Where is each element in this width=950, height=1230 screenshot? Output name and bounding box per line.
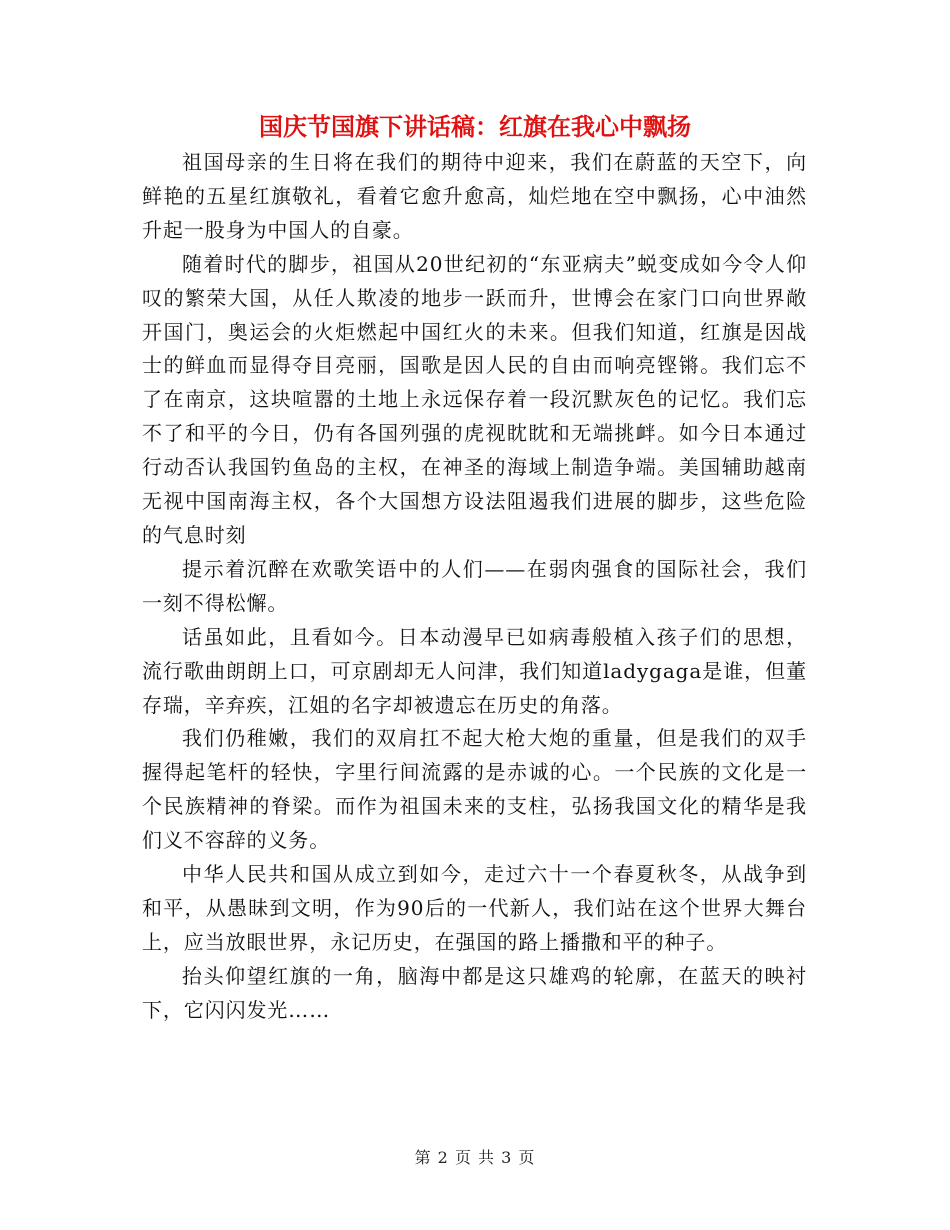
paragraph: 我们仍稚嫩，我们的双肩扛不起大枪大炮的重量，但是我们的双手握得起笔杆的轻快，字里行间流露的是赤诚的心。一个民族的文化是一个民族精神的脊梁。而作为祖国未来的支柱，弘扬我国文化的精华是我们义不容辞的义务。	[142, 726, 807, 853]
paragraph: 提示着沉醉在欢歌笑语中的人们——在弱肉强食的国际社会，我们一刻不得松懈。	[142, 556, 807, 615]
document-body	[142, 146, 807, 1028]
paragraph: 话虽如此，且看如今。日本动漫早已如病毒般植入孩子们的思想，流行歌曲朗朗上口，可京剧却无人问津，我们知道ladygaga是谁，但董存瑞，辛弃疾，江姐的名字却被遗忘在历史的角落。	[142, 624, 807, 717]
paragraph: 随着时代的脚步，祖国从20世纪初的“东亚病夫”蜕变成如今令人仰叹的繁荣大国，从任人欺凌的地步一跃而升，世博会在家门口向世界敞开国门，奥运会的火炬燃起中国红火的未来。但我们知道，红旗是因战士的鲜血而显得夺目亮丽，国歌是因人民的自由而响亮铿锵。我们忘不了在南京，这块喧嚣的土地上永远保存着一段沉默灰色的记忆。我们忘不了和平的今日，仍有各国列强的虎视眈眈和无端挑衅。如今日本通过行动否认我国钓鱼岛的主权，在神圣的海域上制造争端。美国辅助越南无视中国南海主权，各个大国想方设法阻遏我们进展的脚步，这些危险的气息时刻	[142, 251, 807, 547]
paragraph: 抬头仰望红旗的一角，脑海中都是这只雄鸡的轮廓，在蓝天的映衬下，它闪闪发光……	[142, 963, 807, 1022]
paragraph: 祖国母亲的生日将在我们的期待中迎来，我们在蔚蓝的天空下，向鲜艳的五星红旗敬礼，看着它愈升愈高，灿烂地在空中飘扬，心中油然升起一股身为中国人的自豪。	[142, 150, 807, 242]
paragraph: 中华人民共和国从成立到如今，走过六十一个春夏秋冬，从战争到和平，从愚昧到文明，作为90后的一代新人，我们站在这个世界大舞台上，应当放眼世界，永记历史，在强国的路上播撒和平的种子。	[142, 862, 807, 954]
document-title: 国庆节国旗下讲话稿：红旗在我心中飘扬	[259, 112, 691, 141]
page-footer: 第 2 页 共 3 页	[414, 1148, 536, 1167]
